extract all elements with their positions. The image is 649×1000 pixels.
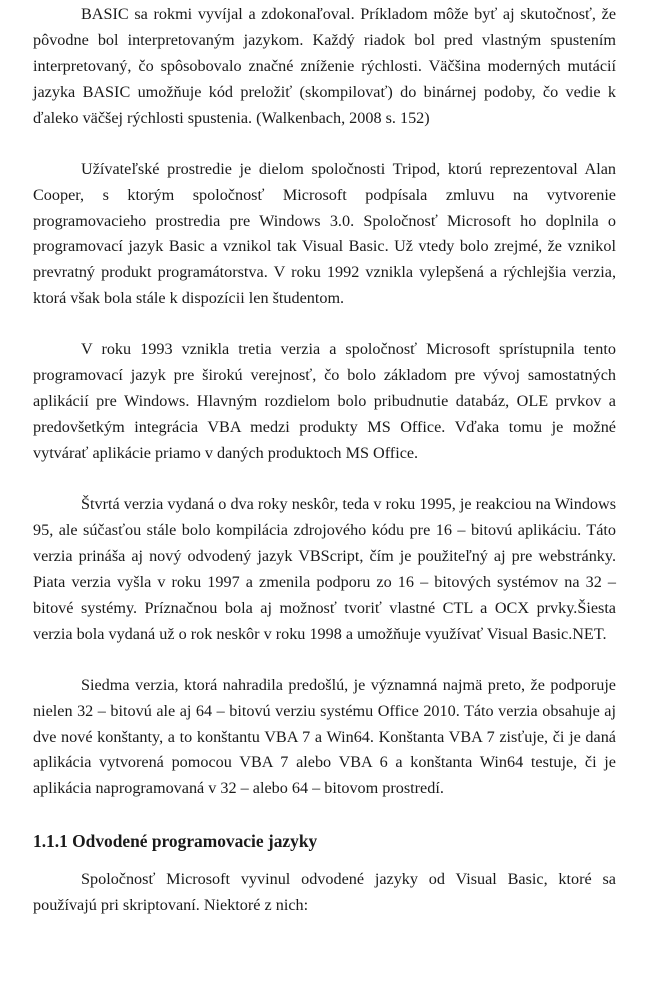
paragraph-version-seven: Siedma verzia, ktorá nahradila predošlú, je významná najmä preto, že podporuje nielen 32 – bitovú ale aj 64 – bitovú verziu systému Office 2010. Táto verzia obsahuje aj dve nové konštanty, a to konštantu VBA 7 a Win64. Konštanta VBA 7 zisťuje, či je daná aplikácia vytvorená pomocou VBA 7 alebo VBA 6 a konštanta Win64 testuje, či je aplikácia naprogramovaná v 32 – alebo 64 – bitovom prostredí. (33, 675, 616, 798)
paragraph-basic-history: BASIC sa rokmi vyvíjal a zdokonaľoval. Príkladom môže byť aj skutočnosť, že pôvodne bol interpretovaným jazykom. Každý riadok bol pred vlastným spustením interpretovaný, čo spôsobovalo značné zníženie rýchlosti. Väčšina moderných mutácií jazyka BASIC umožňuje kód preložiť (skompilovať) do binárnej podoby, čo vedie k ďaleko väčšej rýchlosti spustenia. (Walkenbach, 2008 s. 152) (33, 5, 616, 127)
section-heading: 1.1.1 Odvodené programovacie jazyky (33, 831, 318, 852)
paragraph-versions-four-to-six: Štvrtá verzia vydaná o dva roky neskôr, teda v roku 1995, je reakciou na Windows 95, ale súčasťou stále bolo kompilácia zdrojového kódu pre 16 – bitovú aplikáciu. Táto verzia prináša aj nový odvodený jazyk VBScript, čím je použiteľný aj pre webstránky. Piata verzia vyšla v roku 1997 a zmenila podporu zo 16 – bitových systémov na 32 – bitové systémy. Príznačnou bola aj možnosť tvoriť vlastné CTL a OCX prvky.Šiesta verzia bola vydaná už o rok neskôr v roku 1998 a umožňuje využívať Visual Basic.NET. (33, 495, 616, 643)
paragraph-version-three: V roku 1993 vznikla tretia verzia a spoločnosť Microsoft sprístupnila tento programovací jazyk pre širokú verejnosť, čo bolo základom pre vývoj samostatných aplikácií pre Windows. Hlavným rozdielom bolo pribudnutie databáz, OLE prvkov a predovšetkým integrácia VBA medzi produkty MS Office. Vďaka tomu je možné vytvárať aplikácie priamo v daných produktoch MS Office. (33, 340, 616, 462)
paragraph-tripod-environment: Užívateľské prostredie je dielom spoločnosti Tripod, ktorú reprezentoval Alan Cooper, s ktorým spoločnosť Microsoft podpísala zmluvu na vytvorenie programovacieho prostredia pre Windows 3.0. Spoločnosť Microsoft ho doplnila o programovací jazyk Basic a vznikol tak Visual Basic. Už vtedy bolo zrejmé, že vznikol prevratný produkt programátorstva. V roku 1992 vznikla vylepšená a rýchlejšia verzia, ktorá však bola stále k dispozícii len študentom. (33, 159, 616, 308)
paragraph-derived-languages: Spoločnosť Microsoft vyvinul odvodené jazyky od Visual Basic, ktoré sa používajú pri skriptovaní. Niektoré z nich: (33, 870, 616, 915)
